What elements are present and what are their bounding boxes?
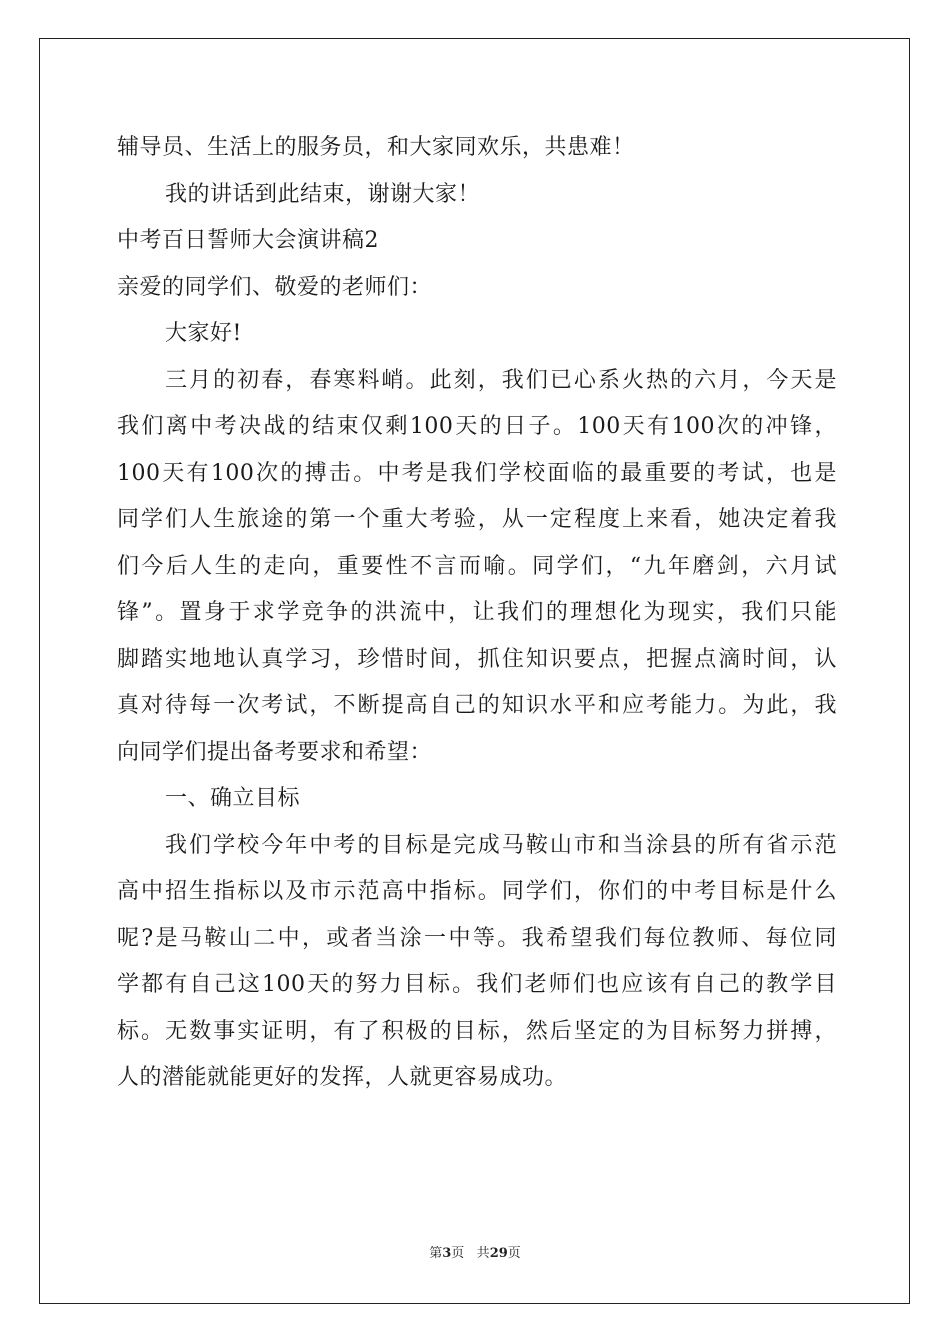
text-line: 中考百日誓师大会演讲稿2 (117, 228, 379, 253)
text-line: 我的讲话到此结束，谢谢大家！ (165, 181, 481, 207)
text-line: 我们学校今年中考的目标是完成马鞍山市和当涂县的所有省示范 (165, 832, 837, 858)
text-line: 同学们人生旅途的第一个重大考验，从一定程度上来看，她决定着我 (117, 507, 837, 532)
text-line: 脚踏实地地认真学习，珍惜时间，抓住知识要点，把握点滴时间，认 (117, 646, 837, 672)
page-footer (0, 1242, 950, 1261)
text-line: 人的潜能就能更好的发挥，人就更容易成功。 (117, 1065, 568, 1090)
text-line: 三月的初春，春寒料峭。此刻，我们已心系火热的六月，今天是 (165, 367, 837, 393)
text-line: 学都有自己这100天的努力目标。我们老师们也应该有自己的教学目 (117, 972, 837, 997)
text-line: 高中招生指标以及市示范高中指标。同学们，你们的中考目标是什么 (117, 879, 837, 904)
text-line: 呢?是马鞍山二中，或者当涂一中等。我希望我们每位教师、每位同 (117, 925, 837, 951)
text-line: 一、确立目标 (165, 786, 301, 811)
footer-page-word: 页 (451, 1246, 465, 1261)
footer-total-suffix: 页 (507, 1246, 521, 1261)
text-line: 锋”。置身于求学竞争的洪流中，让我们的理想化为现实，我们只能 (117, 600, 837, 625)
document-body (117, 128, 837, 1105)
footer-total-pages: 29 (489, 1246, 508, 1261)
text-line: 标。无数事实证明，有了积极的目标，然后坚定的为目标努力拼搏， (117, 1018, 837, 1044)
text-line: 我们离中考决战的结束仅剩100天的日子。100天有100次的冲锋， (117, 414, 837, 439)
text-line: 100天有100次的搏击。中考是我们学校面临的最重要的考试，也是 (117, 460, 837, 486)
text-line: 亲爱的同学们、敬爱的老师们： (117, 274, 433, 300)
text-line: 真对待每一次考试，不断提高自己的知识水平和应考能力。为此，我 (117, 693, 837, 718)
footer-total-prefix: 共 (476, 1246, 490, 1261)
text-line: 们今后人生的走向，重要性不言而喻。同学们，“九年磨剑，六月试 (117, 553, 837, 579)
footer-prefix: 第 (429, 1246, 443, 1261)
text-line: 向同学们提出备考要求和希望： (117, 739, 433, 765)
footer-current-page: 3 (442, 1246, 452, 1261)
text-line: 大家好! (165, 321, 242, 346)
text-line: 辅导员、生活上的服务员，和大家同欢乐，共患难！ (117, 135, 635, 160)
